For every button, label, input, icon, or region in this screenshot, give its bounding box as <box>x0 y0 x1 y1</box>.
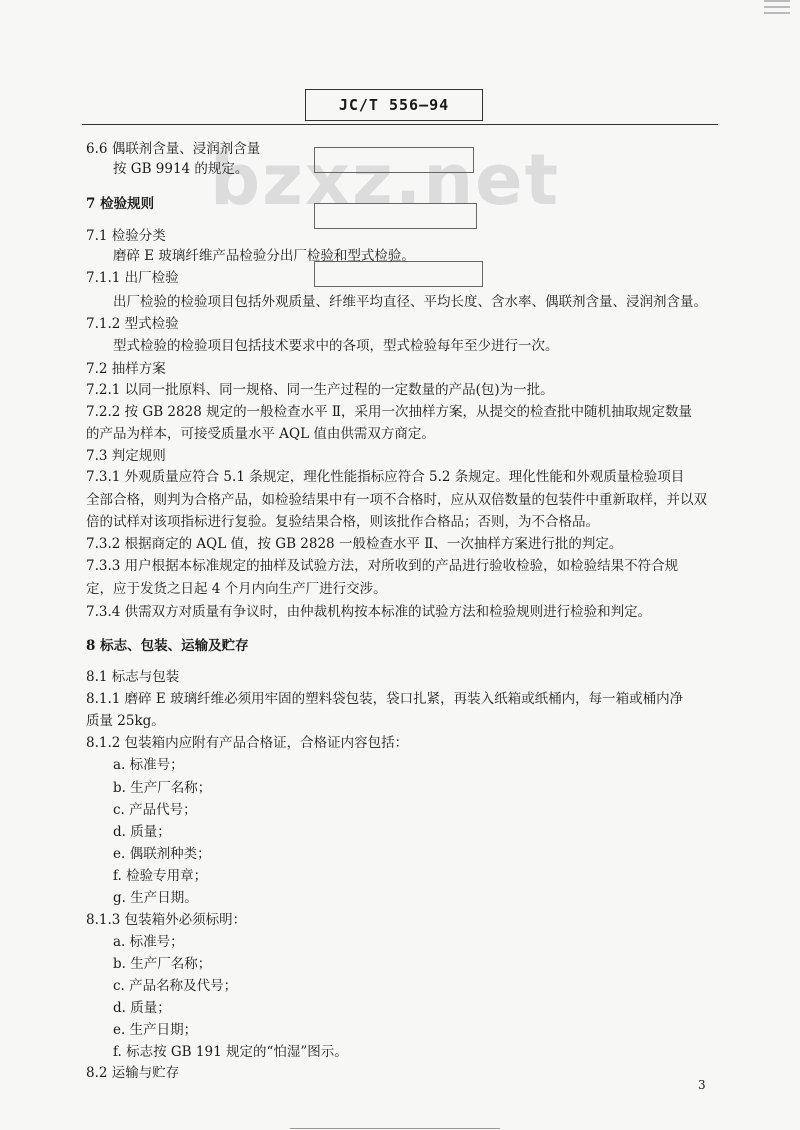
section-7-3-heading: 7.3 判定规则 <box>86 448 166 464</box>
text-line: 倍的试样对该项指标进行复验。复验结果合格，则该批作合格品；否则，为不合格品。 <box>86 514 599 530</box>
text-line: 定，应于发货之日起 4 个月内向生产厂进行交涉。 <box>86 581 387 597</box>
text-line: 的产品为样本，可接受质量水平 AQL 值由供需双方商定。 <box>86 426 435 442</box>
list-item: a. 标准号； <box>113 757 184 773</box>
text-line: 7.2.2 按 GB 2828 规定的一般检查水平 Ⅱ，采用一次抽样方案，从提交的检查批中随机抽取规定数量 <box>86 404 693 420</box>
scan-corner-mark <box>764 0 790 20</box>
list-item: b. 生产厂名称； <box>113 956 212 972</box>
text-line: 7.2.1 以同一批原料、同一规格、同一生产过程的一定数量的产品(包)为一批。 <box>86 382 554 398</box>
section-7-heading: 7 检验规则 <box>86 196 155 212</box>
text-line: 7.3.2 根据商定的 AQL 值，按 GB 2828 一般检查水平 Ⅱ、一次抽样方案进行批的判定。 <box>86 536 623 552</box>
footer-rule <box>290 1128 500 1129</box>
section-8-1-heading: 8.1 标志与包装 <box>86 669 180 685</box>
list-item: e. 生产日期； <box>113 1022 198 1038</box>
section-7-1-2-heading: 7.1.2 型式检验 <box>86 316 179 332</box>
list-item: a. 标准号； <box>113 934 184 950</box>
text-line: 8.1.2 包装箱内应附有产品合格证，合格证内容包括： <box>86 735 409 751</box>
text-line: 全部合格，则判为合格产品，如检验结果中有一项不合格时，应从双倍数量的包装件中重新取样，并以双 <box>86 492 707 508</box>
watermark: bzxz.net <box>210 139 561 221</box>
text-line: 8.1.1 磨碎 E 玻璃纤维必须用牢固的塑料袋包装，袋口扎紧，再装入纸箱或纸桶内，每一箱或桶内净 <box>86 691 684 707</box>
section-6-6-heading: 6.6 偶联剂含量、浸润剂含量 <box>86 141 261 157</box>
header-rule <box>82 124 718 125</box>
section-8-heading: 8 标志、包装、运输及贮存 <box>86 638 249 654</box>
list-item: d. 质量； <box>113 1000 171 1016</box>
text-line: 出厂检验的检验项目包括外观质量、纤维平均直径、平均长度、含水率、偶联剂含量、浸润剂含量。 <box>113 294 707 310</box>
section-7-2-heading: 7.2 抽样方案 <box>86 361 166 377</box>
text-line: 质量 25kg。 <box>86 713 165 729</box>
text-line: 按 GB 9914 的规定。 <box>113 161 249 177</box>
text-line: 7.3.3 用户根据本标准规定的抽样及试验方法，对所收到的产品进行验收检验，如检验结果不符合规 <box>86 558 679 574</box>
list-item: d. 质量； <box>113 824 171 840</box>
list-item: c. 产品名称及代号； <box>113 978 238 994</box>
list-item: f. 标志按 GB 191 规定的“怕湿”图示。 <box>113 1044 348 1060</box>
section-7-1-heading: 7.1 检验分类 <box>86 228 166 244</box>
page-number: 3 <box>698 1078 706 1092</box>
section-8-2-heading: 8.2 运输与贮存 <box>86 1065 180 1081</box>
text-line: 7.3.4 供需双方对质量有争议时，由仲裁机构按本标准的试验方法和检验规则进行检验和判定。 <box>86 604 652 620</box>
redaction-box <box>314 147 474 173</box>
list-item: f. 检验专用章； <box>113 868 208 884</box>
text-line: 7.3.1 外观质量应符合 5.1 条规定，理化性能指标应符合 5.2 条规定。理化性能和外观质量检验项目 <box>86 469 685 485</box>
list-item: c. 产品代号； <box>113 802 197 818</box>
redaction-box <box>314 203 477 229</box>
list-item: b. 生产厂名称； <box>113 780 212 796</box>
list-item: g. 生产日期。 <box>113 890 198 906</box>
text-line: 8.1.3 包装箱外必须标明： <box>86 912 247 928</box>
section-7-1-1-heading: 7.1.1 出厂检验 <box>86 270 179 286</box>
list-item: e. 偶联剂种类； <box>113 846 211 862</box>
text-line: 磨碎 E 玻璃纤维产品检验分出厂检验和型式检验。 <box>113 248 415 264</box>
standard-number-header: JC/T 556—94 <box>305 89 483 121</box>
text-line: 型式检验的检验项目包括技术要求中的各项，型式检验每年至少进行一次。 <box>113 338 559 354</box>
